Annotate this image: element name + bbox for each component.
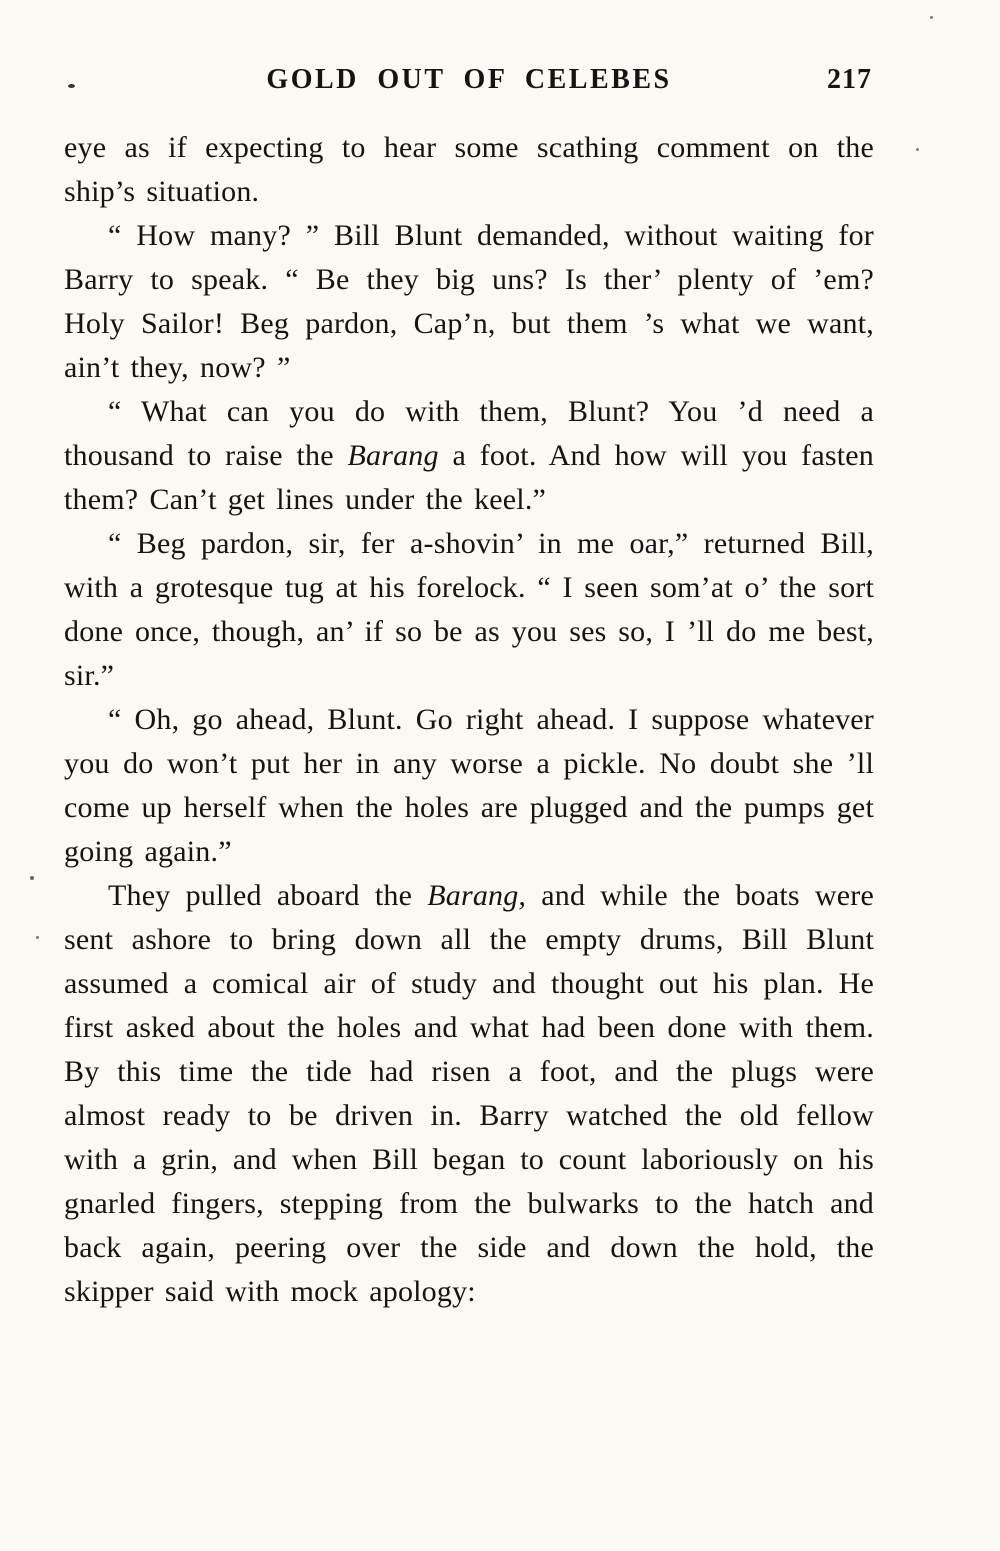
text-run: “ How many? ” Bill Blunt demanded, without waiting for Barry to speak. “ Be they big uns? Is ther’ plenty of ’em? Holy Sailor! Beg pardon, Cap’n, but them ’s what we want, ain’t they, now? ”	[64, 219, 874, 384]
italic-text-run: Barang,	[427, 879, 527, 912]
scan-artifact	[30, 876, 34, 880]
scan-artifact	[36, 936, 39, 939]
text-run: “ Beg pardon, sir, fer a-shovin’ in me oar,” returned Bill, with a grotesque tug at his forelock. “ I seen som’at o’ the sort done once, though, an’ if so be as you ses so, I ’ll do me best, sir.”	[64, 527, 874, 692]
paragraph	[64, 522, 874, 698]
book-page	[64, 0, 874, 1314]
text-run: and while the boats were sent ashore to bring down all the empty drums, Bill Blunt assumed a comical air of study and thought out his plan. He first asked about the holes and what had been done with them. By this time the tide had risen a foot, and the plugs were almost ready to be driven in. Barry watched the old fellow with a grin, and when Bill began to count laboriously on his gnarled fingers, stepping from the bulwarks to the hatch and back again, peering over the side and down the hold, the skipper said with mock apology:	[64, 879, 874, 1308]
text-run: “ Oh, go ahead, Blunt. Go right ahead. I suppose whatever you do won’t put her in any worse a pickle. No doubt she ’ll come up herself when the holes are plugged and the pumps get going again.”	[64, 703, 874, 868]
page-number: 217	[827, 64, 872, 95]
paragraph	[64, 126, 874, 214]
scan-artifact	[930, 16, 933, 19]
text-run: “ What can you do with them, Blunt? You ’d need a thousand to raise the	[64, 395, 874, 472]
scan-artifact	[916, 148, 919, 151]
paragraph	[64, 874, 874, 1314]
paragraph	[64, 214, 874, 390]
italic-text-run: Barang	[347, 439, 439, 472]
text-run: They pulled aboard the	[108, 879, 428, 912]
page-header	[64, 64, 874, 104]
text-run: a foot. And how will you fasten them? Can’t get lines under the keel.”	[64, 439, 874, 516]
paragraph	[64, 390, 874, 522]
text-run: eye as if expecting to hear some scathing comment on the ship’s situation.	[64, 131, 874, 208]
page-body	[64, 126, 874, 1314]
running-title: GOLD OUT OF CELEBES	[266, 64, 672, 95]
paragraph	[64, 698, 874, 874]
